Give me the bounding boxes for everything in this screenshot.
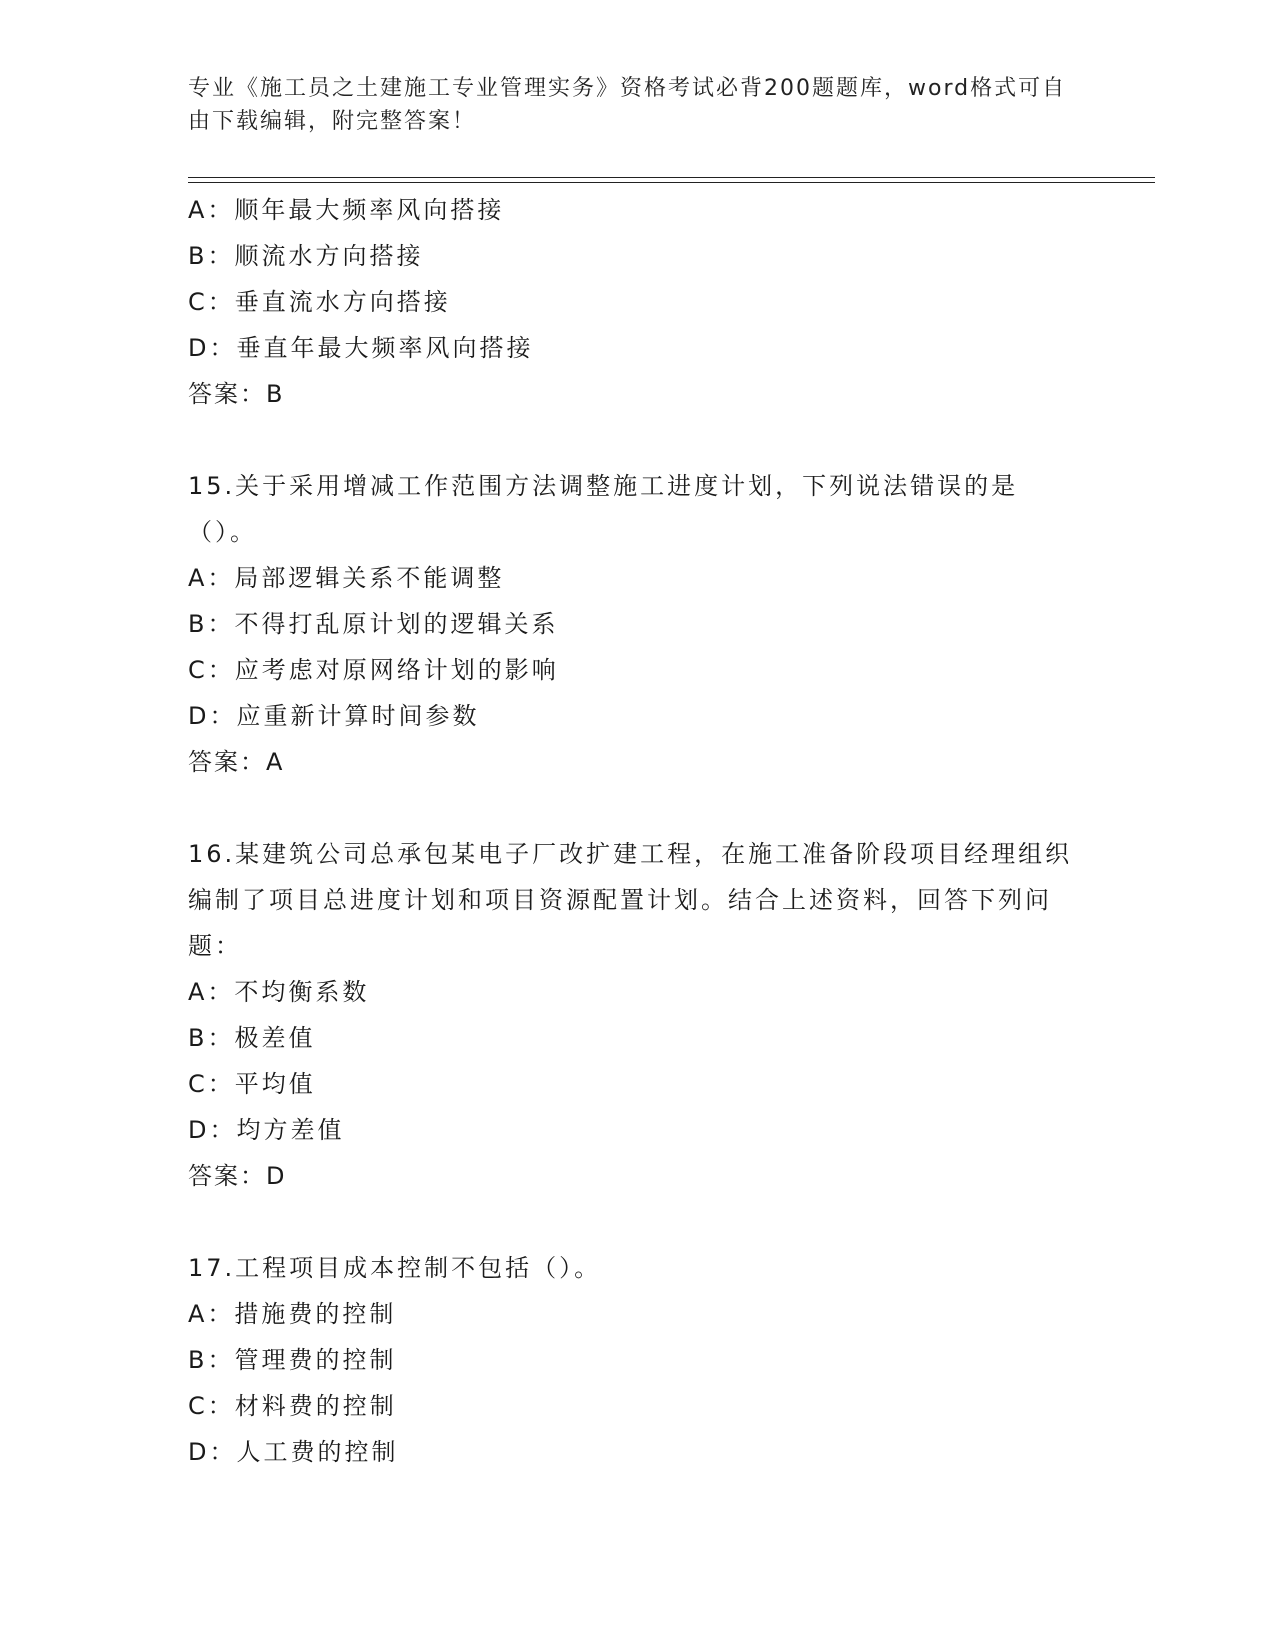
question-list <box>188 187 1088 1475</box>
option-a: A：局部逻辑关系不能调整 <box>188 564 505 592</box>
option-d: D：应重新计算时间参数 <box>188 702 480 730</box>
question-stem: 17.工程项目成本控制不包括（）。 <box>188 1254 602 1282</box>
answer: 答案：A <box>188 748 285 776</box>
question-stem: 16.某建筑公司总承包某电子厂改扩建工程，在施工准备阶段项目经理组织编制了项目总进度计划和项目资源配置计划。结合上述资料，回答下列问题： <box>188 840 1073 960</box>
question-16 <box>188 831 1088 1199</box>
option-c: C：垂直流水方向搭接 <box>188 288 451 316</box>
prev-question <box>188 187 1088 417</box>
document-header: 专业《施工员之土建施工专业管理实务》资格考试必背200题题库，word格式可自由下载编辑，附完整答案！ <box>188 76 1067 134</box>
option-b: B：极差值 <box>188 1024 316 1052</box>
option-a: A：措施费的控制 <box>188 1300 397 1328</box>
answer: 答案：D <box>188 1162 287 1190</box>
option-a: A：顺年最大频率风向搭接 <box>188 196 505 224</box>
option-d: D：均方差值 <box>188 1116 345 1144</box>
option-b: B：管理费的控制 <box>188 1346 397 1374</box>
option-d: D：垂直年最大频率风向搭接 <box>188 334 534 362</box>
option-c: C：平均值 <box>188 1070 316 1098</box>
option-b: B：顺流水方向搭接 <box>188 242 424 270</box>
question-15 <box>188 463 1088 785</box>
question-stem: 15.关于采用增减工作范围方法调整施工进度计划，下列说法错误的是（）。 <box>188 472 1019 546</box>
option-c: C：材料费的控制 <box>188 1392 397 1420</box>
header-rule-bottom <box>188 182 1155 183</box>
option-b: B：不得打乱原计划的逻辑关系 <box>188 610 559 638</box>
question-17 <box>188 1245 1088 1475</box>
option-d: D：人工费的控制 <box>188 1438 399 1466</box>
answer: 答案：B <box>188 380 285 408</box>
option-c: C：应考虑对原网络计划的影响 <box>188 656 559 684</box>
header-rule-top <box>188 177 1155 178</box>
option-a: A：不均衡系数 <box>188 978 370 1006</box>
